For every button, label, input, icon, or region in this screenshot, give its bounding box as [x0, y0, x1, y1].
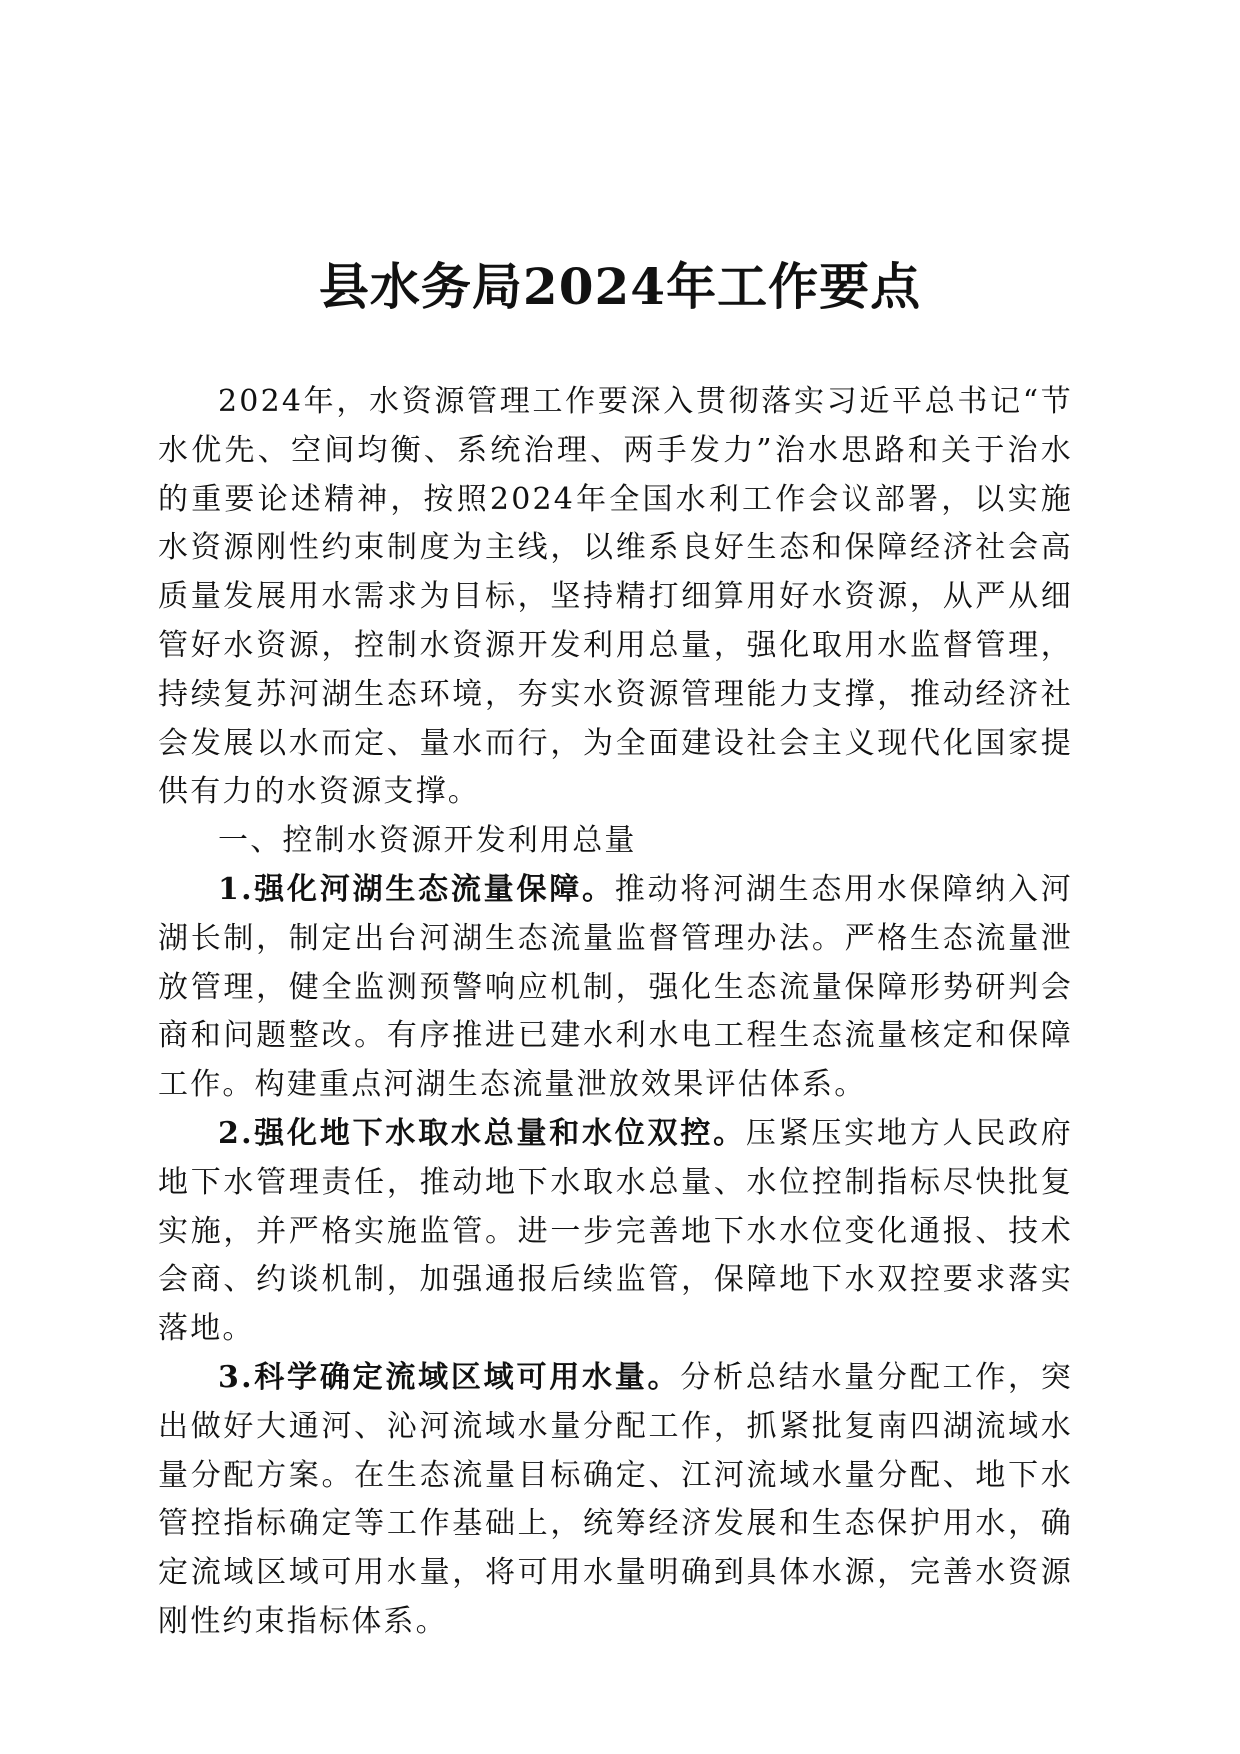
section-heading: 一、控制水资源开发利用总量	[218, 823, 637, 859]
item-lead: 1.强化河湖生态流量保障。	[218, 871, 615, 907]
item-paragraph	[158, 1354, 1073, 1647]
document-body	[158, 378, 1073, 1647]
document-title: 县水务局2024年工作要点	[318, 257, 922, 316]
intro-paragraph: 2024年，水资源管理工作要深入贯彻落实习近平总书记“节水优先、空间均衡、系统治理、两手发力”治水思路和关于治水的重要论述精神，按照2024年全国水利工作会议部署，以实施水资源刚性约束制度为主线，以维系良好生态和保障经济社会高质量发展用水需求为目标，坚持精打细算用好水资源，从严从细管好水资源，控制水资源开发利用总量，强化取用水监督管理，持续复苏河湖生态环境，夯实水资源管理能力支撑，推动经济社会发展以水而定、量水而行，为全面建设社会主义现代化国家提供有力的水资源支撑。	[158, 384, 1073, 810]
item-paragraph	[158, 866, 1073, 1110]
item-text: 压紧压实地方人民政府地下水管理责任，推动地下水取水总量、水位控制指标尽快批复实施，并严格实施监管。进一步完善地下水水位变化通报、技术会商、约谈机制，加强通报后续监管，保障地下水双控要求落实落地。	[158, 1115, 1074, 1347]
item-paragraph	[158, 1110, 1073, 1354]
item-lead: 3.科学确定流域区域可用水量。	[218, 1359, 681, 1395]
item-text: 分析总结水量分配工作，突出做好大通河、沁河流域水量分配工作，抓紧批复南四湖流域水量分配方案。在生态流量目标确定、江河流域水量分配、地下水管控指标确定等工作基础上，统筹经济发展和生态保护用水，确定流域区域可用水量，将可用水量明确到具体水源，完善水资源刚性约束指标体系。	[158, 1359, 1073, 1639]
item-text: 推动将河湖生态用水保障纳入河湖长制，制定出台河湖生态流量监督管理办法。严格生态流量泄放管理，健全监测预警响应机制，强化生态流量保障形势研判会商和问题整改。有序推进已建水利水电工程生态流量核定和保障工作。构建重点河湖生态流量泄放效果评估体系。	[158, 871, 1073, 1103]
item-lead: 2.强化地下水取水总量和水位双控。	[218, 1115, 746, 1151]
